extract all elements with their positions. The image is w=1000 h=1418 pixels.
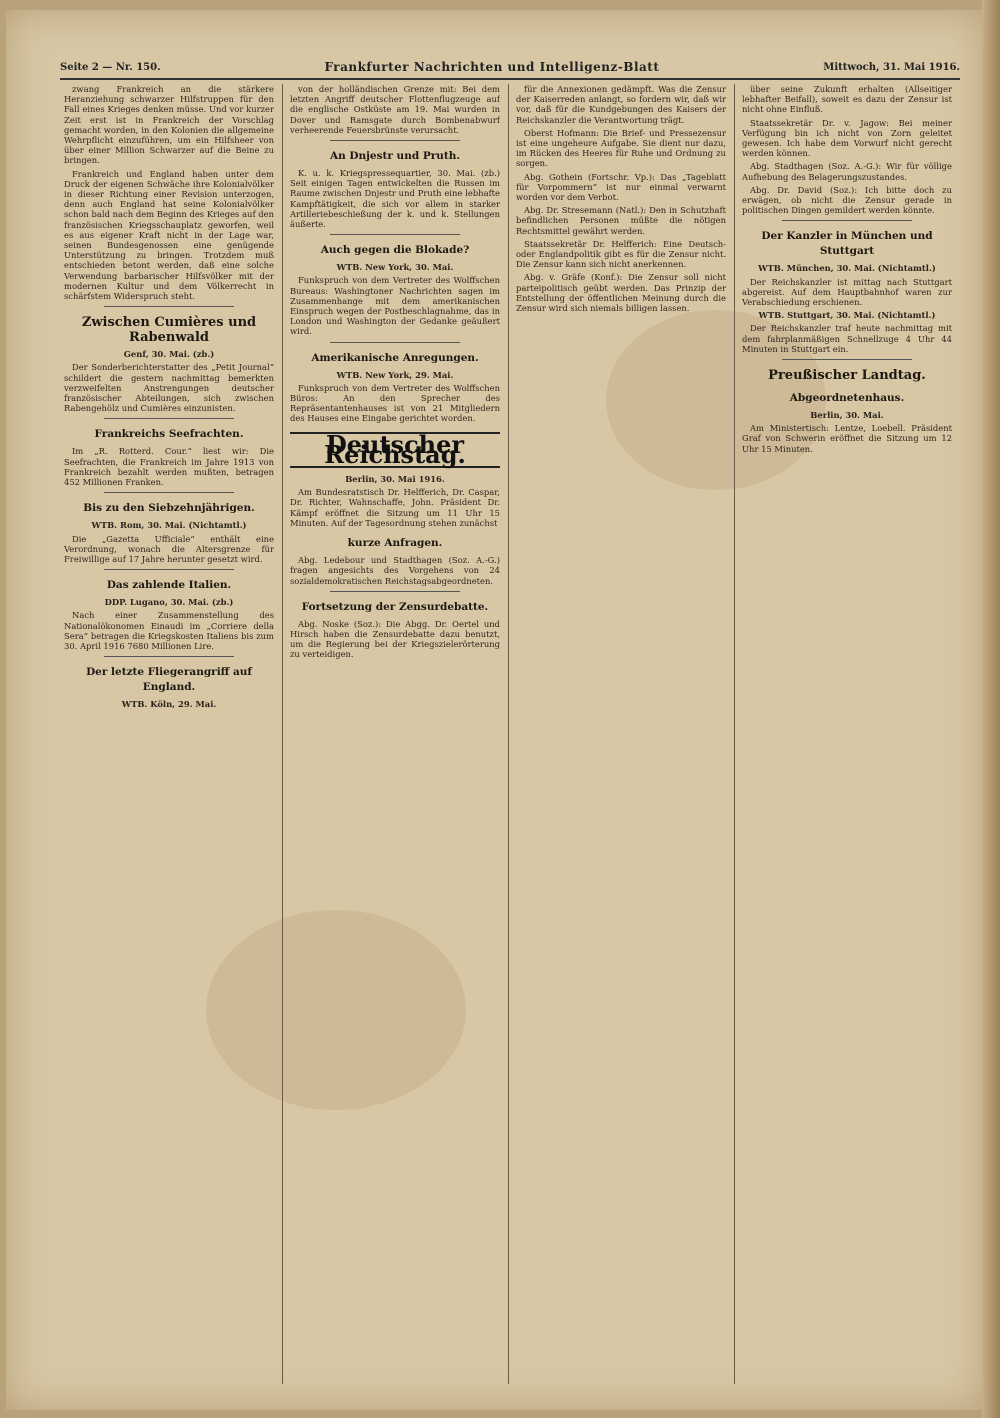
article-text: Abg. Stadthagen (Soz. A.-G.): Wir für völlige Aufhebung des Belagerungszustandes. — [742, 161, 952, 182]
article-text: Staatssekretär Dr. Helfferich: Eine Deutsch- oder Englandpolitik gibt es für die Zensur nicht. Die Zensur kann sich nicht anerkennen. — [516, 238, 726, 270]
dateline: WTB. München, 30. Mai. (Nichtamtl.) — [758, 263, 936, 274]
headline: Der letzte Fliegerangriff auf England. — [86, 666, 252, 694]
separator — [330, 140, 460, 141]
column-divider — [508, 84, 509, 1384]
separator — [782, 220, 912, 221]
separator — [104, 569, 234, 570]
separator — [104, 656, 234, 657]
separator — [104, 418, 234, 419]
dateline: Berlin, 30. Mai. — [810, 410, 884, 421]
article-text: über seine Zukunft erhalten (Allseitiger lebhafter Beifall), soweit es dazu der Zensur ist nicht ohne Einfluß. — [742, 84, 952, 115]
separator — [330, 591, 460, 592]
dateline: WTB. Stuttgart, 30. Mai. (Nichtamtl.) — [758, 310, 936, 321]
dateline: DDP. Lugano, 30. Mai. (zb.) — [104, 597, 234, 608]
article-text: Der Sonderberichterstatter des „Petit Journal“ schildert die gestern nachmittag bemerkten verzweifelten Anstrengungen deutscher französischer Abteilungen, sich zwischen Rabengehölz und Cumières einzunisten. — [64, 362, 274, 414]
dateline: WTB. Köln, 29. Mai. — [121, 699, 217, 710]
dateline: Genf, 30. Mai. (zb.) — [123, 349, 215, 360]
article-text: Funkspruch von dem Vertreter des Wolffschen Bureaus: Washingtoner Nachrichten sagen im Zusammenhange mit dem amerikanischen Einspruch wegen der Postbeschlagnahme, das in London und Washington der Gedanke geäußert wird. — [290, 275, 500, 337]
article-text: von der holländischen Grenze mit: Bei dem letzten Angriff deutscher Flottenflugzeuge auf die englische Ostküste am 19. Mai wurden in Dover und Ramsgate durch Bombenabwurf verheerende Feuersbrünste verursacht. — [290, 84, 500, 135]
column-divider — [282, 84, 283, 1384]
article-text: für die Annexionen gedämpft. Was die Zensur der Kaiserreden anlangt, so fordern wir, daß wir vor, daß für die Kundgebungen des Kaisers der Reichskanzler die Verantwortung trägt. — [516, 84, 726, 125]
article-text: Die „Gazetta Ufficiale“ enthält eine Verordnung, wonach die Altersgrenze für Freiwillige auf 17 Jahre herunter gesetzt wird. — [64, 533, 274, 564]
headline: Zwischen Cumières und Rabenwald — [81, 315, 257, 346]
separator — [104, 306, 234, 307]
separator — [782, 359, 912, 360]
article-text: Abg. Ledebour und Stadthagen (Soz. A.-G.) fragen angesichts des Vorgehens von 24 sozialdemokratischen Reichstagsabgeordneten. — [290, 555, 500, 586]
dateline: WTB. New York, 29. Mai. — [336, 369, 454, 380]
article-text: Nach einer Zusammenstellung des Nationalökonomen Einaudi im „Corriere della Sera“ betragen die Kriegskosten Italiens bis zum 30. April 1916 7680 Millionen Lire. — [64, 610, 274, 651]
separator — [330, 234, 460, 235]
headline: Der Kanzler in München und Stuttgart — [761, 230, 933, 258]
article-text: Der Reichskanzler traf heute nachmittag mit dem fahrplanmäßigen Schnellzuge 4 Uhr 44 Minuten in Stuttgart ein. — [742, 323, 952, 354]
section-banner: Deutscher Reichstag. — [290, 432, 500, 468]
article-text: Oberst Hofmann: Die Brief- und Pressezensur ist eine ungeheure Aufgabe. Sie dient nur dazu, im Rücken des Heeres für Ruhe und Ordnung zu sorgen. — [516, 127, 726, 169]
page-edge — [982, 0, 1000, 1418]
column-divider — [734, 84, 735, 1384]
headline: Amerikanische Anregungen. — [311, 351, 479, 364]
headline: Auch gegen die Blokade? — [320, 244, 470, 257]
issue-date: Mittwoch, 31. Mai 1916. — [823, 61, 960, 73]
column-1 — [64, 84, 274, 1384]
article-text: Staatssekretär Dr. v. Jagow: Bei meiner Verfügung bin ich nicht von Zorn geleitet gewesen. Ich habe dem Vorwurf nicht gerecht werden können. — [742, 117, 952, 159]
article-text: Am Ministertisch: Lentze, Loebell. Präsident Graf von Schwerin eröffnet die Sitzung um 12 Uhr 15 Minuten. — [742, 423, 952, 454]
page-number: Seite 2 — Nr. 150. — [60, 61, 161, 73]
headline: Fortsetzung der Zensurdebatte. — [301, 600, 489, 613]
subheadline: Abgeordnetenhaus. — [789, 392, 905, 405]
page-header — [60, 58, 960, 76]
header-rule — [60, 78, 960, 80]
newspaper-title: Frankfurter Nachrichten und Intelligenz-Blatt — [324, 60, 660, 74]
article-text: Der Reichskanzler ist mittag nach Stuttgart abgereist. Auf dem Hauptbahnhof waren zur Verabschiedung erschienen. — [742, 276, 952, 308]
column-4 — [742, 84, 952, 1384]
article-text: K. u. k. Kriegspressequartier, 30. Mai. (zb.) Seit einigen Tagen entwickelten die Russen im Raume zwischen Dnjestr und Pruth eine lebhafte Kampftätigkeit, die sich vor allem in starker Artilleriebeschießung der k. und k. Stellungen äußerte. — [290, 168, 500, 230]
dateline: Berlin, 30. Mai 1916. — [345, 474, 445, 485]
dateline: WTB. Rom, 30. Mai. (Nichtamtl.) — [91, 520, 247, 531]
headline: Preußischer Landtag. — [768, 368, 926, 384]
column-3 — [516, 84, 726, 1384]
article-text: Funkspruch von dem Vertreter des Wolffschen Büros: An den Sprecher des Repräsentantenhauses ist von 21 Mitgliedern des Hauses eine Eingabe gerichtet worden. — [290, 382, 500, 424]
article-text: Am Bundesratstisch Dr. Helfferich, Dr. Caspar, Dr. Richter, Wahnschaffe, John. Präsident Dr. Kämpf eröffnet die Sitzung um 11 Uhr 15 Minuten. Auf der Tagesordnung stehen zunächst — [290, 487, 500, 528]
article-text: zwang Frankreich an die stärkere Heranziehung schwarzer Hilfstruppen für den Fall eines Krieges denken müsse. Und vor kurzer Zeit erst ist in Frankreich der Vorschlag gemacht worden, in den Kolonien die allgemeine Wehrpflicht einzuführen, um ein Hilfsheer von über einer Million Schwarzer auf die Beine zu bringen. — [64, 84, 274, 166]
article-text: Abg. Noske (Soz.): Die Abgg. Dr. Oertel und Hirsch haben die Zensurdebatte dazu benutzt, um die Regierung bei der Kriegszielerörterung zu verteidigen. — [290, 618, 500, 660]
headline: Bis zu den Siebzehnjährigen. — [83, 502, 255, 515]
headline: Frankreichs Seefrachten. — [94, 428, 244, 441]
article-text: Abg. Dr. David (Soz.): Ich bitte doch zu erwägen, ob nicht die Zensur gerade in politischen Dingen gemildert werden könnte. — [742, 184, 952, 216]
article-text: Abg. Gothein (Fortschr. Vp.): Das „Tageblatt für Vorpommern“ ist nur einmal verwarnt worden vor dem Verbot. — [516, 171, 726, 203]
article-text: Abg. v. Gräfe (Konf.): Die Zensur soll nicht parteipolitisch geübt werden. Das Prinzip der Entstellung der öffentlichen Meinung durch die Zensur wird sich niemals billigen lassen. — [516, 272, 726, 314]
separator — [330, 342, 460, 343]
headline: kurze Anfragen. — [347, 537, 443, 550]
column-2 — [290, 84, 500, 1384]
article-text: Abg. Dr. Stresemann (Natl.): Den in Schutzhaft befindlichen Personen müßte die nötigen Rechtsmittel gewährt werden. — [516, 205, 726, 236]
article-text: Im „R. Rotterd. Cour.“ liest wir: Die Seefrachten, die Frankreich im Jahre 1913 von Frankreich bezahlt werden mußten, betragen 452 Millionen Franken. — [64, 446, 274, 488]
article-text: Frankreich und England haben unter dem Druck der eigenen Schwäche ihre Kolonialvölker in dieser Richtung einer Revision unterzogen, denn auch England hat seine Kolonialvölker schon bald nach dem Beginn des Krieges auf den französischen Kriegsschauplatz geworfen, weil es aus eigener Kraft nicht in der Lage war, seinen Bundesgenossen eine genügende Unterstützung zu bringen. Trotzdem muß entschieden betont werden, daß eine solche Verwendung barbarischer Hilfsvölker mit der modernen Kultur und dem Völkerrecht in schärfstem Widerspruch steht. — [64, 168, 274, 302]
dateline: WTB. New York, 30. Mai. — [336, 262, 454, 273]
separator — [104, 492, 234, 493]
headline: An Dnjestr und Pruth. — [329, 150, 461, 163]
headline: Das zahlende Italien. — [106, 579, 232, 592]
